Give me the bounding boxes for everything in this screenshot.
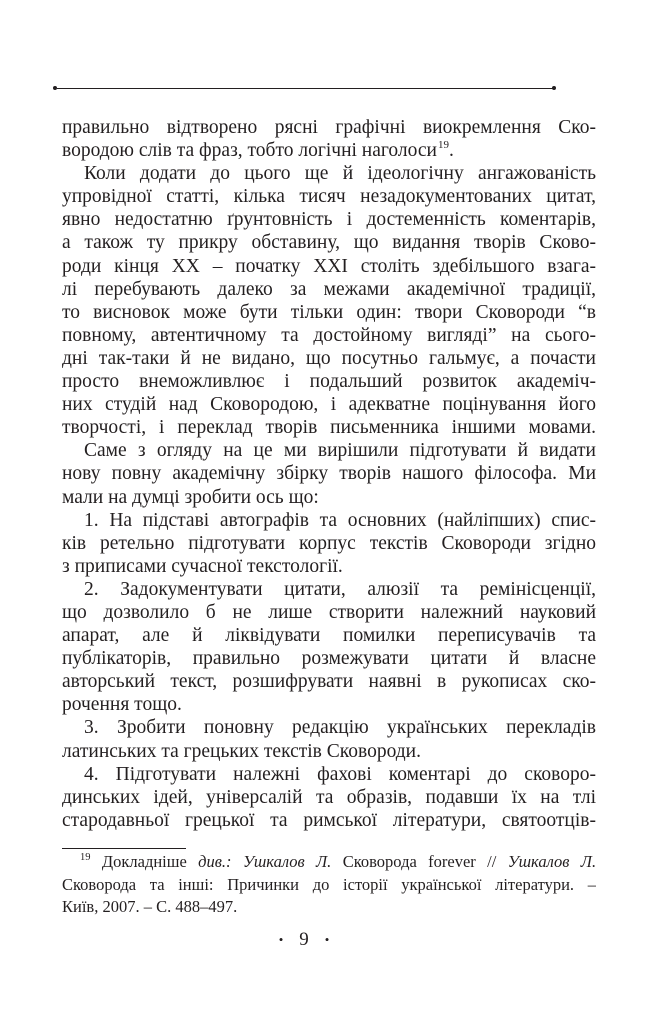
text-line: [62, 693, 596, 716]
text-line-content: публікаторів, правильно розмежувати цитати й власне: [62, 648, 596, 670]
text-line-content: латинських та грецьких текстів Сковороди.: [62, 740, 421, 762]
text-line-content: 2. Задокументувати цитати, алюзії та ремінісценції,: [84, 578, 596, 600]
paragraph: [62, 439, 596, 508]
footnote-line-content: [80, 852, 596, 871]
text-line: [62, 208, 596, 231]
text-line: [62, 786, 596, 809]
text-line-content: нову повну академічну збірку творів нашого філософа. Ми: [62, 463, 596, 485]
text-line: [62, 116, 596, 139]
text-line: [62, 578, 596, 601]
text-line: [62, 509, 596, 532]
text-line: [62, 139, 596, 162]
footnote-author: Ушкалов Л.: [242, 852, 332, 871]
page-number-value: 9: [299, 929, 309, 950]
text-line: [62, 462, 596, 485]
paragraph: [62, 763, 596, 832]
text-line: [62, 301, 596, 324]
text-line-content: роди кінця XX – початку XXI століть здебільшого взага-: [62, 255, 596, 277]
text-line: [62, 740, 596, 763]
text-line-content: рочення тощо.: [62, 694, 182, 716]
text-line: [62, 624, 596, 647]
text-line-content: них студій над Сковородою, і адекватне поцінування його: [62, 394, 596, 416]
text-line: [62, 231, 596, 254]
text-line: [62, 255, 596, 278]
header-rule-dot: [53, 86, 57, 90]
text-line-content: правильно відтворено рясні графічні виокремлення Ско-: [62, 117, 596, 138]
text-line: [62, 278, 596, 301]
text-line-content: ків ретельно підготувати корпус текстів Сковороди згідно: [62, 532, 596, 554]
text-line: [62, 532, 596, 555]
paragraph: [62, 578, 596, 717]
text-line-content: 3. Зробити поновну редакцію українських перекладів: [84, 717, 596, 739]
footnote-number: 19: [80, 852, 91, 863]
text-line-content: лі перебувають далеко за межами академічної традиції,: [62, 278, 596, 300]
text-line: [62, 347, 596, 370]
text-line: [62, 162, 596, 185]
text-line: [62, 393, 596, 416]
text-line-content: Коли додати до цього ще й ідеологічну ангажованість: [84, 163, 596, 185]
text-line-content: упровідної статті, кілька тисяч незадокументованих цитат,: [62, 186, 596, 208]
text-line-content: а також ту прикру обставину, що видання творів Сково-: [62, 232, 596, 254]
text-line-content: з приписами сучасної текстології.: [62, 555, 343, 577]
body-text: [62, 116, 596, 832]
text-line: [62, 670, 596, 693]
footnote: [62, 851, 596, 919]
text-line-content: повному, автентичному та достойному вигляді” на сього-: [62, 324, 596, 346]
text-line-content: просто внеможливлює і подальший розвиток академіч-: [62, 371, 596, 393]
header-rule: [57, 88, 553, 89]
text-line-content: мали на думці зробити ось що:: [62, 486, 319, 508]
footnote-line-content: Київ, 2007. – С. 488–497.: [62, 897, 238, 916]
footnote-title: Сковорода forever //: [342, 852, 497, 871]
footnote-separator: [62, 848, 186, 849]
text-line-content: то висновок може бути тільки один: твори Сковороди “в: [62, 301, 596, 323]
text-line: [62, 647, 596, 670]
page-number: [254, 929, 354, 951]
footnote-line: [62, 896, 596, 919]
footnote-author: Ушкалов Л.: [507, 852, 596, 871]
page-number-ornament: •: [324, 932, 330, 947]
footnote-line: [62, 874, 596, 897]
footnote-lead: Докладніше: [101, 852, 187, 871]
text-line: [62, 324, 596, 347]
text-line-content: творчості, і переклад творів письменника іншими мовами.: [62, 417, 596, 439]
text-line: [62, 185, 596, 208]
page-number-ornament: •: [278, 932, 284, 947]
text-line-content: 1. На підставі автографів та основних (найліпших) спис-: [84, 509, 596, 531]
text-line-content: апарат, але й ліквідувати помилки переписувачів та: [62, 625, 596, 647]
paragraph: [62, 116, 596, 162]
text-line: [62, 601, 596, 624]
text-line-content: що дозволило б не лише створити належний науковий: [62, 601, 596, 623]
text-line: [62, 416, 596, 439]
text-line: [62, 555, 596, 578]
text-line: [62, 763, 596, 786]
paragraph: [62, 509, 596, 578]
text-line-content: Саме з огляду на це ми вирішили підготувати й видати: [84, 440, 596, 462]
footnote-see: див.:: [198, 852, 232, 871]
paragraph: [62, 716, 596, 762]
text-line-content: 4. Підготувати належні фахові коментарі до сковоро-: [84, 763, 596, 785]
text-line-content: вородою слів та фраз, тобто логічні наголоси: [62, 140, 437, 162]
header-rule-dot: [552, 86, 556, 90]
text-line-content: авторський текст, розшифрувати наявні в рукописах ско-: [62, 671, 596, 693]
text-line: [62, 439, 596, 462]
text-line-content: явно недостатню ґрунтовність і достеменність коментарів,: [62, 209, 596, 231]
text-line: [62, 370, 596, 393]
text-line: [62, 716, 596, 739]
text-line-tail: .: [448, 140, 454, 162]
text-line: [62, 809, 596, 832]
text-line-content: стародавньої грецької та римської літератури, святоотців-: [62, 809, 596, 831]
text-line-content: дні так-таки й не видано, що посутньо гальмує, а почасти: [62, 347, 596, 369]
footnote-line: [62, 851, 596, 874]
footnote-reference: 19: [437, 139, 449, 152]
paragraph: [62, 162, 596, 439]
text-line-content: динських ідей, універсалій та образів, подавши їх на тлі: [62, 786, 596, 808]
footnote-line-content: Сковорода та інші: Причинки до історії української літератури. –: [62, 874, 596, 894]
text-line: [62, 486, 596, 509]
